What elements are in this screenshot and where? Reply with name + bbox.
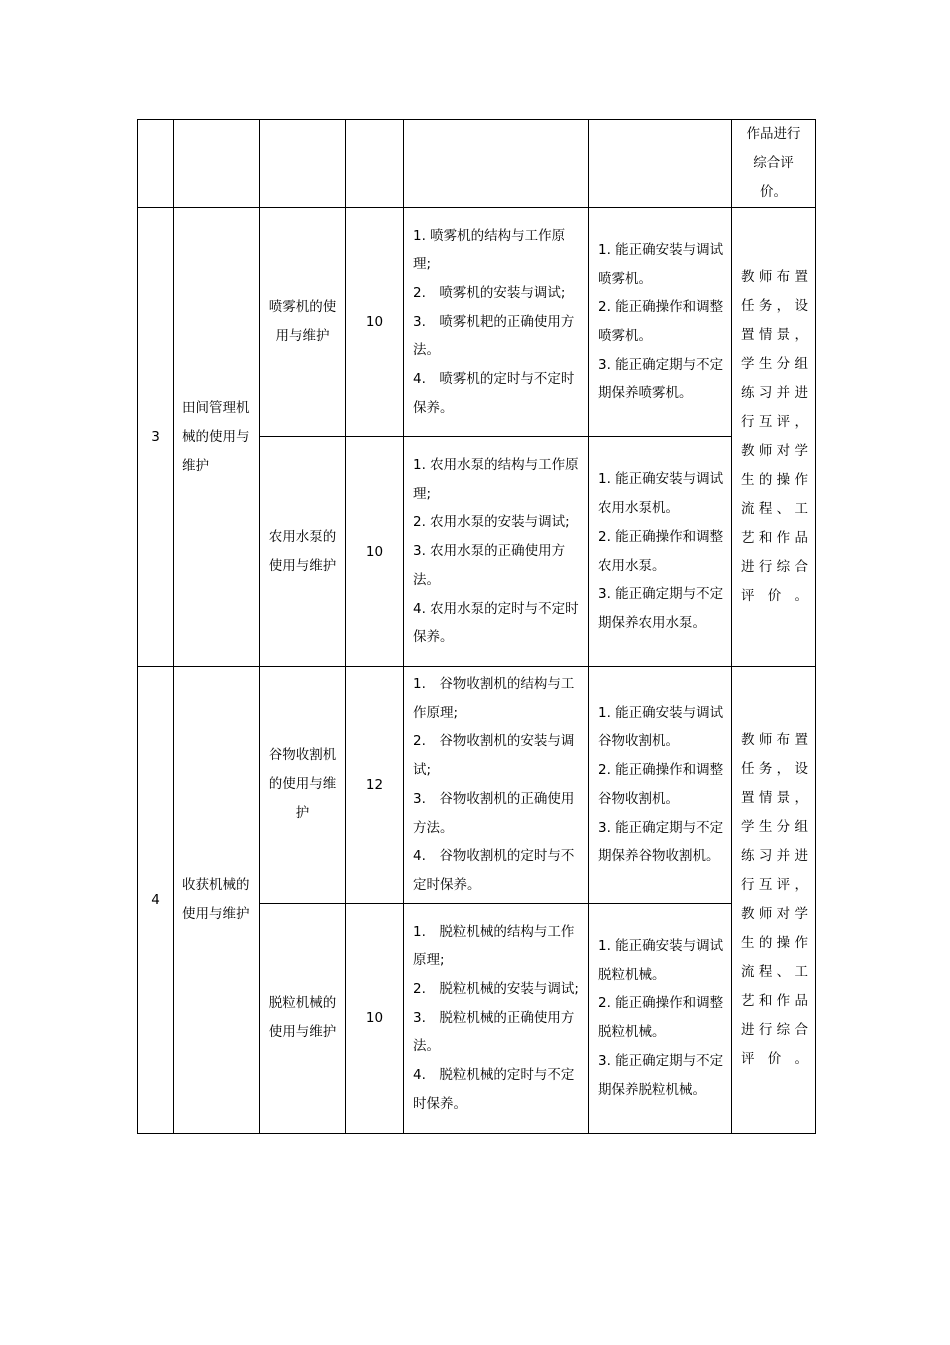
task-cell xyxy=(260,208,346,437)
method-cell xyxy=(732,208,816,667)
goals-list xyxy=(589,929,731,1107)
task-name: 农用水泵的使用与维护 xyxy=(268,528,337,574)
task-name: 脱粒机械的使用与维护 xyxy=(268,995,337,1041)
list-item: 1. 能正确安装与调试喷雾机。 xyxy=(598,241,724,287)
seq-number: 4 xyxy=(151,891,160,908)
list-item: 1. 能正确安装与调试农用水泵机。 xyxy=(598,471,724,517)
list-item: 2. 能正确操作和调整谷物收割机。 xyxy=(598,762,724,807)
continuation-row xyxy=(138,120,816,208)
hours-value: 10 xyxy=(365,1010,384,1027)
module-name: 收获机械的使用与维护 xyxy=(182,876,250,922)
method-text: 作品进行综合评价。 xyxy=(746,126,801,200)
hours-value: 12 xyxy=(365,776,384,793)
content-cell xyxy=(404,120,589,208)
method-cell xyxy=(732,120,816,208)
list-item: 3. 农用水泵的正确使用方法。 xyxy=(413,543,566,588)
goals-cell xyxy=(589,667,732,904)
list-item: 1. 农用水泵的结构与工作原理; xyxy=(413,457,579,502)
content-list xyxy=(404,219,588,426)
module-name: 田间管理机械的使用与维护 xyxy=(182,399,250,474)
list-item: 2. 能正确操作和调整农用水泵。 xyxy=(598,528,724,574)
hours-value: 10 xyxy=(365,543,384,560)
list-item: 1. 谷物收割机的结构与工作原理; xyxy=(413,676,575,721)
list-item: 1. 喷雾机的结构与工作原理; xyxy=(413,227,566,273)
list-item: 2. 喷雾机的安装与调试; xyxy=(413,284,566,301)
list-item: 4. 脱粒机械的定时与不定时保养。 xyxy=(413,1067,575,1112)
list-item: 3. 喷雾机耙的正确使用方法。 xyxy=(413,313,575,359)
task-name: 喷雾机的使用与维护 xyxy=(268,299,337,344)
module-cell xyxy=(174,208,260,667)
goals-cell xyxy=(589,437,732,667)
seq-cell xyxy=(138,208,174,667)
list-item: 3. 能正确定期与不定期保养喷雾机。 xyxy=(598,356,724,402)
content-cell xyxy=(404,903,589,1133)
seq-number: 3 xyxy=(151,429,160,445)
list-item: 2. 能正确操作和调整喷雾机。 xyxy=(598,299,724,344)
goals-list xyxy=(589,696,731,874)
list-item: 3. 能正确定期与不定期保养农用水泵。 xyxy=(598,586,724,631)
content-list xyxy=(404,448,588,655)
table-row xyxy=(138,208,816,437)
list-item: 1. 能正确安装与调试脱粒机械。 xyxy=(598,938,724,983)
goals-cell xyxy=(589,208,732,437)
method-text: 教师布置任务，设置情景，学生分组练习并进行互评，教师对学生的操作流程、工艺和作品进行综合评价。 xyxy=(741,731,808,1067)
list-item: 3. 能正确定期与不定期保养脱粒机械。 xyxy=(598,1052,724,1098)
module-cell xyxy=(174,120,260,208)
list-item: 2. 能正确操作和调整脱粒机械。 xyxy=(598,995,724,1041)
list-item: 2. 谷物收割机的安装与调试; xyxy=(413,733,575,779)
list-item: 1. 脱粒机械的结构与工作原理; xyxy=(413,923,575,969)
hours-cell xyxy=(346,667,404,904)
list-item: 2. 农用水泵的安装与调试; xyxy=(413,514,570,531)
hours-cell xyxy=(346,120,404,208)
course-plan-table xyxy=(137,119,816,1134)
seq-cell xyxy=(138,120,174,208)
method-text: 教师布置任务，设置情景，学生分组练习并进行互评，教师对学生的操作流程、工艺和作品进行综合评价。 xyxy=(741,269,808,604)
goals-list xyxy=(589,462,731,640)
task-name: 谷物收割机的使用与维护 xyxy=(268,747,337,822)
list-item: 3. 谷物收割机的正确使用方法。 xyxy=(413,790,575,836)
goals-cell xyxy=(589,120,732,208)
module-cell xyxy=(174,667,260,1134)
content-list xyxy=(404,667,588,903)
content-cell xyxy=(404,667,589,904)
hours-value: 10 xyxy=(365,314,384,330)
task-cell xyxy=(260,120,346,208)
task-cell xyxy=(260,903,346,1133)
list-item: 1. 能正确安装与调试谷物收割机。 xyxy=(598,704,724,750)
method-cell xyxy=(732,667,816,1134)
content-list xyxy=(404,915,588,1122)
goals-list xyxy=(589,233,731,411)
list-item: 3. 脱粒机械的正确使用方法。 xyxy=(413,1009,575,1055)
task-cell xyxy=(260,437,346,667)
content-cell xyxy=(404,437,589,667)
list-item: 4. 农用水泵的定时与不定时保养。 xyxy=(413,600,579,646)
hours-cell xyxy=(346,208,404,437)
seq-cell xyxy=(138,667,174,1134)
content-cell xyxy=(404,208,589,437)
list-item: 4. 喷雾机的定时与不定时保养。 xyxy=(413,371,575,416)
task-cell xyxy=(260,667,346,904)
hours-cell xyxy=(346,437,404,667)
table-row xyxy=(138,667,816,904)
hours-cell xyxy=(346,903,404,1133)
list-item: 3. 能正确定期与不定期保养谷物收割机。 xyxy=(598,819,724,865)
goals-cell xyxy=(589,903,732,1133)
list-item: 2. 脱粒机械的安装与调试; xyxy=(413,981,579,998)
list-item: 4. 谷物收割机的定时与不定时保养。 xyxy=(413,848,575,893)
